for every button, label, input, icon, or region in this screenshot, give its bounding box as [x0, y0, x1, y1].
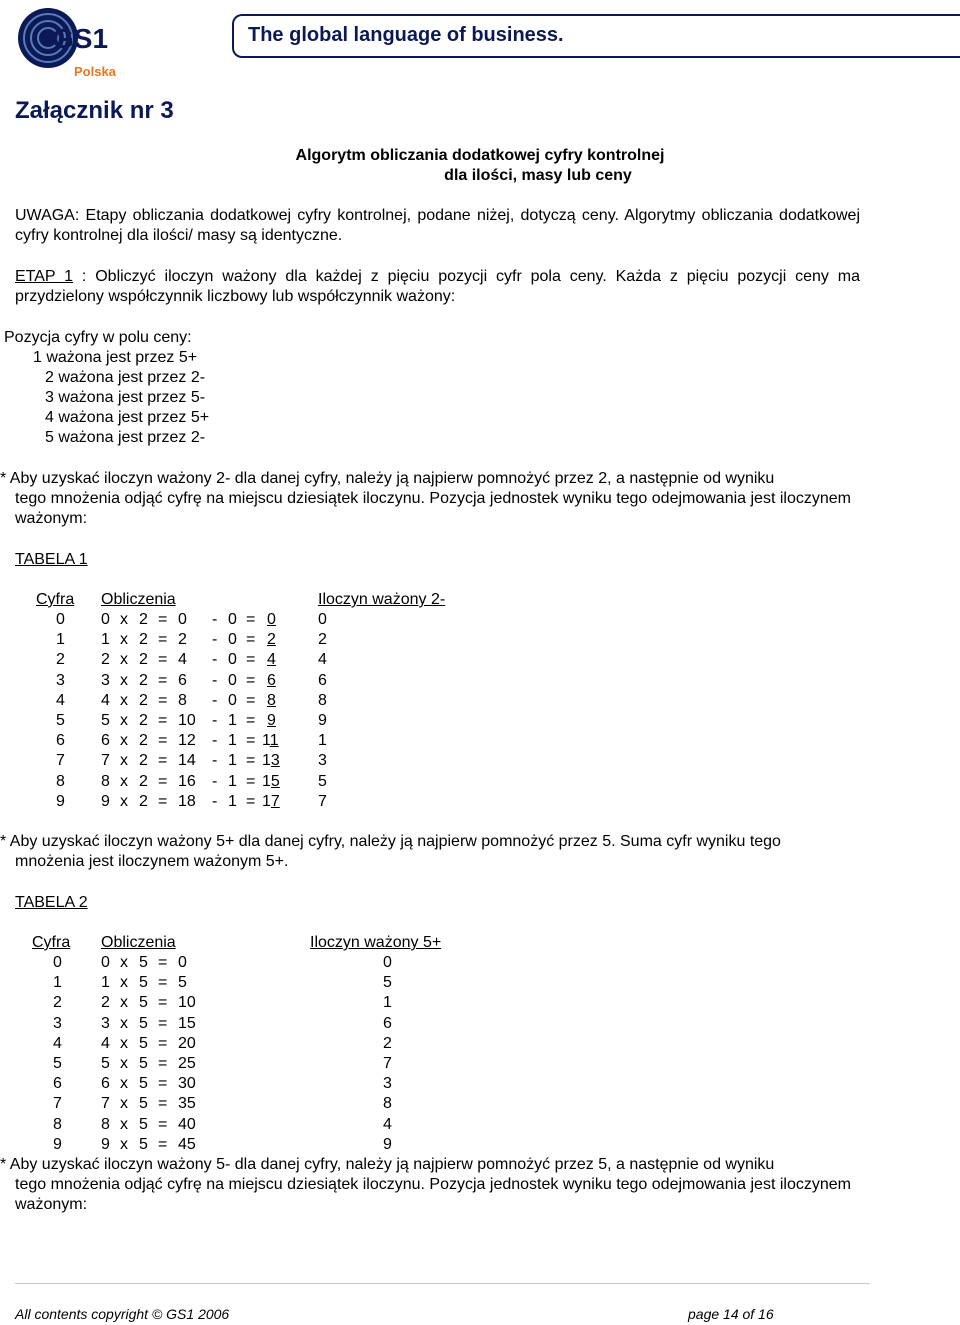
product-cell: 8 [178, 691, 187, 709]
note-weighted-5minus [0, 1155, 860, 1215]
tens-cell: 0 [228, 651, 237, 669]
table-row [0, 1034, 960, 1054]
table-cell: x [120, 994, 128, 1012]
product-cell: 18 [178, 792, 196, 810]
position-item: 3 ważona jest przez 5- [45, 389, 206, 406]
weighted-cell: 5 [383, 974, 392, 992]
table-cell: = [246, 772, 256, 790]
result-cell [267, 671, 276, 691]
table-cell: - [212, 611, 218, 628]
table-cell: x [120, 1075, 128, 1093]
product-cell: 35 [178, 1095, 196, 1113]
digit-cell: 1 [53, 974, 62, 992]
table-cell: 2 [139, 631, 148, 649]
digit-cell: 5 [53, 1055, 62, 1072]
table-cell: 5 [139, 1095, 148, 1113]
table-cell: = [158, 611, 168, 628]
table-row [0, 650, 960, 670]
result-cell [262, 751, 280, 771]
table-cell: 4 [101, 1034, 110, 1052]
table-cell: x [120, 1135, 128, 1153]
table-cell: = [246, 691, 256, 709]
weighted-cell: 2 [318, 631, 327, 649]
tens-cell: 1 [228, 752, 237, 770]
table-cell: = [246, 712, 256, 729]
col-header: Cyfra [32, 934, 71, 951]
table-cell: = [158, 1115, 168, 1133]
tens-cell: 0 [228, 691, 237, 709]
product-cell: 25 [178, 1055, 196, 1072]
table-cell: 2 [139, 712, 148, 729]
note-rest: mnożenia jest iloczynem ważonym 5+. [15, 853, 289, 870]
col-header: Cyfra [36, 591, 75, 608]
table-cell: 2 [139, 792, 148, 810]
table-cell: 5 [139, 1075, 148, 1093]
weighted-cell: 1 [383, 994, 392, 1012]
position-item: 1 ważona jest przez 5+ [33, 349, 198, 366]
result-cell [267, 691, 276, 711]
table-cell: = [158, 651, 168, 669]
product-cell: 0 [178, 611, 187, 628]
result-units: 7 [270, 792, 280, 810]
weighted-cell: 1 [318, 732, 327, 750]
table-row [0, 973, 960, 993]
table-row [0, 731, 960, 751]
table-cell: 5 [139, 1034, 148, 1052]
note-first-line: * Aby uzyskać iloczyn ważony 5+ dla danej cyfry, należy ją najpierw pomnożyć przez 5. Suma cyfr wyniku tego [0, 833, 781, 850]
weighted-cell: 6 [318, 671, 327, 689]
table-cell: - [212, 752, 218, 770]
result-cell [262, 772, 280, 792]
table-cell: 2 [139, 772, 148, 790]
table-cell: - [212, 691, 218, 709]
result-cell [267, 630, 276, 650]
etap-label: ETAP 1 [15, 268, 74, 285]
note-rest: tego mnożenia odjąć cyfrę na miejscu dziesiątek iloczynu. Pozycja jednostek wyniku tego odejmowania jest iloczynem ważonym: [15, 490, 851, 527]
table-cell: = [158, 1055, 168, 1072]
table-row [0, 630, 960, 650]
table-cell: 5 [139, 974, 148, 992]
table-cell: = [158, 1095, 168, 1113]
table-cell: 1 [101, 974, 110, 992]
table-cell: - [212, 732, 218, 750]
table-cell: 2 [101, 651, 110, 669]
product-cell: 20 [178, 1034, 196, 1052]
table-cell: 5 [139, 954, 148, 971]
table-cell: x [120, 752, 128, 770]
annex-title: Załącznik nr 3 [15, 97, 174, 124]
col-header: Obliczenia [101, 591, 176, 608]
etap-paragraph [15, 267, 860, 307]
position-item: 2 ważona jest przez 2- [45, 369, 206, 386]
result-units: 5 [270, 772, 280, 790]
table-cell: 6 [101, 732, 110, 750]
digit-cell: 7 [53, 1095, 62, 1113]
table-cell: 0 [101, 954, 110, 971]
weighted-cell: 4 [318, 651, 327, 669]
table-row [0, 751, 960, 771]
table-row [0, 1014, 960, 1034]
tagline: The global language of business. [248, 24, 564, 46]
digit-cell: 0 [56, 611, 65, 628]
digit-cell: 3 [53, 1014, 62, 1032]
product-cell: 15 [178, 1014, 196, 1032]
table-cell: x [120, 1115, 128, 1133]
product-cell: 10 [178, 994, 196, 1012]
weighted-cell: 3 [318, 752, 327, 770]
table-cell: 1 [101, 631, 110, 649]
table-cell: = [246, 792, 256, 810]
table-cell: = [158, 1075, 168, 1093]
digit-cell: 2 [53, 994, 62, 1012]
footer-divider [15, 1283, 870, 1284]
weighted-cell: 9 [318, 712, 327, 729]
footer-copyright: All contents copyright © GS1 2006 [15, 1306, 230, 1322]
table-cell: = [246, 631, 256, 649]
table-cell: x [120, 691, 128, 709]
note-weighted-2minus [0, 469, 860, 529]
table-cell: 4 [101, 691, 110, 709]
weighted-cell: 6 [383, 1014, 392, 1032]
table-row [0, 792, 960, 812]
table-cell: x [120, 1034, 128, 1052]
table-cell: 9 [101, 1135, 110, 1153]
digit-cell: 9 [53, 1135, 62, 1153]
weighted-cell: 0 [383, 954, 392, 971]
table-cell: 5 [139, 1055, 148, 1072]
table-cell: = [158, 974, 168, 992]
table-row [0, 711, 960, 731]
result-units: 3 [270, 752, 280, 770]
digit-cell: 4 [56, 691, 65, 709]
table-cell: - [212, 631, 218, 649]
digit-cell: 5 [56, 712, 65, 729]
result-cell [262, 731, 279, 751]
result-units: 8 [267, 691, 276, 709]
tens-cell: 1 [228, 712, 237, 729]
weighted-cell: 8 [383, 1095, 392, 1113]
product-cell: 2 [178, 631, 187, 649]
product-cell: 6 [178, 671, 187, 689]
table-cell: 6 [101, 1075, 110, 1093]
product-cell: 14 [178, 752, 196, 770]
document-title-line1: Algorytm obliczania dodatkowej cyfry kontrolnej [295, 147, 665, 164]
table-cell: x [120, 1095, 128, 1113]
tens-cell: 1 [228, 732, 237, 750]
table-cell: = [158, 752, 168, 770]
table1-label: TABELA 1 [15, 551, 88, 568]
table-cell: 5 [139, 1014, 148, 1032]
table-cell: = [158, 671, 168, 689]
table-cell: = [158, 792, 168, 810]
table-cell: 8 [101, 772, 110, 790]
table-cell: 8 [101, 1115, 110, 1133]
table-cell: 2 [139, 611, 148, 628]
table-cell: 2 [139, 691, 148, 709]
table-cell: x [120, 792, 128, 810]
weighted-cell: 4 [383, 1115, 392, 1133]
digit-cell: 4 [53, 1034, 62, 1052]
table-cell: 7 [101, 752, 110, 770]
table-cell: = [158, 1135, 168, 1153]
table-row [0, 993, 960, 1013]
table-cell: = [246, 671, 256, 689]
position-item: 4 ważona jest przez 5+ [45, 409, 210, 426]
table-cell: - [212, 712, 218, 729]
col-header: Obliczenia [101, 934, 176, 951]
table-cell: 2 [101, 994, 110, 1012]
digit-cell: 2 [56, 651, 65, 669]
table-row [0, 1135, 960, 1155]
product-cell: 16 [178, 772, 196, 790]
digit-cell: 8 [56, 772, 65, 790]
table-cell: = [246, 752, 256, 770]
product-cell: 30 [178, 1075, 196, 1093]
table-cell: 5 [101, 1055, 110, 1072]
result-units: 6 [267, 671, 276, 689]
table-row [0, 671, 960, 691]
product-cell: 40 [178, 1115, 196, 1133]
weighted-cell: 8 [318, 691, 327, 709]
result-units: 0 [267, 611, 276, 628]
result-units: 2 [267, 631, 276, 649]
result-units: 9 [267, 712, 276, 729]
table-cell: x [120, 974, 128, 992]
table-cell: - [212, 671, 218, 689]
gs1-polska-logo [14, 6, 134, 80]
table-cell: x [120, 712, 128, 729]
digit-cell: 7 [56, 752, 65, 770]
result-cell [267, 650, 276, 670]
result-tens: 1 [262, 772, 271, 790]
digit-cell: 1 [56, 631, 65, 649]
digit-cell: 9 [56, 792, 65, 810]
product-cell: 12 [178, 732, 196, 750]
tens-cell: 1 [228, 792, 237, 810]
result-tens: 1 [262, 732, 270, 750]
table2-header [0, 933, 960, 953]
table-cell: x [120, 1014, 128, 1032]
tens-cell: 0 [228, 631, 237, 649]
product-cell: 45 [178, 1135, 196, 1153]
tens-cell: 1 [228, 772, 237, 790]
etap-text: : Obliczyć iloczyn ważony dla każdej z pięciu pozycji cyfr pola ceny. Każda z pięciu pozycji ceny ma przydzielony współczynnik liczbowy lub współczynnik ważony: [15, 268, 861, 305]
table-row [0, 691, 960, 711]
product-cell: 10 [178, 712, 196, 729]
product-cell: 0 [178, 954, 187, 971]
note-first-line: * Aby uzyskać iloczyn ważony 2- dla danej cyfry, należy ją najpierw pomnożyć przez 2, a następnie od wyniku [0, 470, 775, 487]
table-cell: 5 [139, 1135, 148, 1153]
result-units: 4 [267, 651, 276, 669]
result-tens: 1 [262, 792, 271, 810]
table-cell: = [158, 631, 168, 649]
table-cell: 5 [101, 712, 110, 729]
table-cell: = [246, 611, 256, 628]
table-cell: 2 [139, 752, 148, 770]
weighted-cell: 3 [383, 1075, 392, 1093]
table-cell: 2 [139, 671, 148, 689]
table-cell: x [120, 671, 128, 689]
table-row [0, 1054, 960, 1074]
table-cell: x [120, 611, 128, 628]
weighted-cell: 7 [383, 1055, 392, 1072]
table-cell: 3 [101, 1014, 110, 1032]
note-first-line: * Aby uzyskać iloczyn ważony 5- dla danej cyfry, należy ją najpierw pomnożyć przez 5, a następnie od wyniku [0, 1156, 775, 1173]
result-units: 1 [269, 732, 279, 750]
digit-cell: 6 [56, 732, 65, 750]
digit-cell: 6 [53, 1075, 62, 1093]
positions-heading: Pozycja cyfry w polu ceny: [4, 329, 192, 346]
table-cell: 7 [101, 1095, 110, 1113]
position-item: 5 ważona jest przez 2- [45, 429, 206, 446]
table-cell: x [120, 732, 128, 750]
note-rest: tego mnożenia odjąć cyfrę na miejscu dziesiątek iloczynu. Pozycja jednostek wyniku tego odejmowania jest iloczynem ważonym: [15, 1176, 851, 1213]
table2-label: TABELA 2 [15, 894, 88, 911]
table1-header [0, 590, 960, 610]
table-cell: - [212, 792, 218, 810]
table-cell: 3 [101, 671, 110, 689]
table-cell: 5 [139, 1115, 148, 1133]
product-cell: 5 [178, 974, 187, 992]
product-cell: 4 [178, 651, 187, 669]
logo-sub: Polska [74, 64, 116, 79]
table-cell: = [158, 712, 168, 729]
table-cell: = [158, 732, 168, 750]
weighted-cell: 5 [318, 772, 327, 790]
table-cell: = [158, 1014, 168, 1032]
note-weighted-5plus [0, 832, 860, 872]
result-cell [267, 711, 276, 731]
digit-cell: 8 [53, 1115, 62, 1133]
table-cell: 2 [139, 651, 148, 669]
table-cell: 2 [139, 732, 148, 750]
warning-paragraph: UWAGA: Etapy obliczania dodatkowej cyfry kontrolnej, podane niżej, dotyczą ceny. Algorytmy obliczania dodatkowej cyfry kontrolnej dla ilości/ masy są identyczne. [15, 207, 860, 244]
table-cell: x [120, 954, 128, 971]
table-cell: x [120, 631, 128, 649]
table-cell: x [120, 651, 128, 669]
table-row [0, 1115, 960, 1135]
table-row [0, 610, 960, 630]
result-cell [262, 792, 280, 812]
table-cell: - [212, 651, 218, 669]
col-header: Iloczyn ważony 5+ [310, 934, 442, 951]
table-cell: = [158, 954, 168, 971]
weighted-cell: 7 [318, 792, 327, 810]
result-cell [267, 610, 276, 630]
table-cell: = [158, 772, 168, 790]
table-cell: = [246, 651, 256, 669]
document-title-line2: dla ilości, masy lub ceny [444, 167, 632, 184]
col-header: Iloczyn ważony 2- [318, 591, 446, 608]
table-cell: x [120, 772, 128, 790]
table-row [0, 953, 960, 973]
table-cell: 0 [101, 611, 110, 628]
table-cell: = [246, 732, 256, 750]
table-cell: = [158, 1034, 168, 1052]
logo-text: GS1 [52, 23, 109, 54]
tens-cell: 0 [228, 671, 237, 689]
tens-cell: 0 [228, 611, 237, 628]
weighted-cell: 2 [383, 1034, 392, 1052]
digit-cell: 0 [53, 954, 62, 971]
table-cell: 9 [101, 792, 110, 810]
table-cell: = [158, 994, 168, 1012]
weighted-cell: 9 [383, 1135, 392, 1153]
result-tens: 1 [262, 752, 271, 770]
table-cell: - [212, 772, 218, 790]
footer-page-number: page 14 of 16 [688, 1306, 774, 1322]
table-row [0, 1074, 960, 1094]
table-cell: x [120, 1055, 128, 1072]
table-row [0, 772, 960, 792]
weighted-cell: 0 [318, 611, 327, 628]
table-row [0, 1094, 960, 1114]
table-cell: = [158, 691, 168, 709]
table-cell: 5 [139, 994, 148, 1012]
digit-cell: 3 [56, 671, 65, 689]
